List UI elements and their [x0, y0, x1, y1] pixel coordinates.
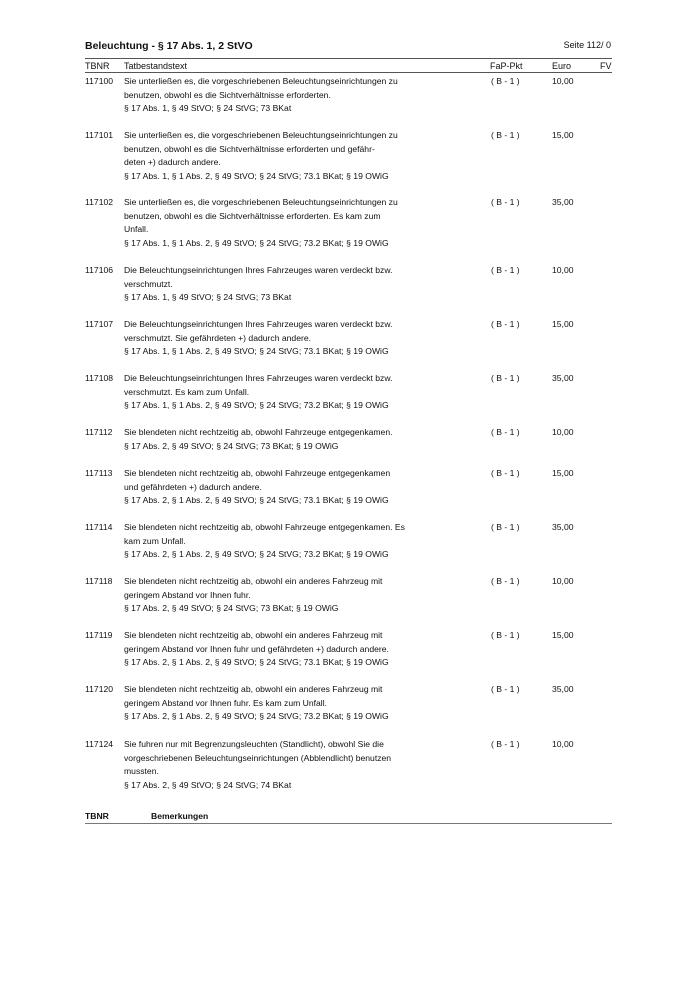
entry-fap-points: ( B - 1 ) — [491, 373, 520, 383]
entry-fap-points: ( B - 1 ) — [491, 739, 520, 749]
entry-fap-points: ( B - 1 ) — [491, 468, 520, 478]
entry-euro-amount: 15,00 — [552, 130, 574, 140]
entry-fap-points: ( B - 1 ) — [491, 197, 520, 207]
entry-legal-reference: § 17 Abs. 1, § 49 StVO; § 24 StVG; 73 BKat — [124, 103, 292, 114]
entry-legal-reference: § 17 Abs. 2, § 49 StVO; § 24 StVG; 73 BKat; § 19 OWiG — [124, 440, 339, 451]
entry-description — [124, 426, 434, 453]
entry-number: 117106 — [85, 265, 114, 275]
entry-text-line: mussten. — [124, 766, 159, 777]
entry-euro-amount: 10,00 — [552, 76, 574, 86]
entry-number: 117102 — [85, 197, 114, 207]
entry-euro-amount: 10,00 — [552, 427, 574, 437]
entry-number: 117101 — [85, 130, 114, 140]
entry-number: 117107 — [85, 319, 114, 329]
entry-legal-reference: § 17 Abs. 2, § 1 Abs. 2, § 49 StVO; § 24 StVG; 73.2 BKat; § 19 OWiG — [124, 711, 389, 722]
entry-text-line: benutzen, obwohl es die Sichtverhältnisse erforderten. — [124, 89, 331, 100]
entry-description — [124, 575, 434, 616]
column-header-euro: Euro — [552, 61, 572, 71]
entry-text-line: Sie unterließen es, die vorgeschriebenen Beleuchtungseinrichtungen zu — [124, 76, 398, 86]
entry-description — [124, 683, 434, 724]
entry-euro-amount: 35,00 — [552, 522, 574, 532]
entry-fap-points: ( B - 1 ) — [491, 265, 520, 275]
entry-number: 117114 — [85, 522, 113, 532]
entry-text-line: benutzen, obwohl es die Sichtverhältnisse erforderten und gefähr- — [124, 143, 375, 154]
entry-euro-amount: 35,00 — [552, 373, 574, 383]
entry-text-line: benutzen, obwohl es die Sichtverhältnisse erforderten. Es kam zum — [124, 210, 381, 221]
entry-euro-amount: 15,00 — [552, 630, 574, 640]
entry-text-line: Die Beleuchtungseinrichtungen Ihres Fahrzeuges waren verdeckt bzw. — [124, 373, 393, 383]
entry-fap-points: ( B - 1 ) — [491, 427, 520, 437]
entry-legal-reference: § 17 Abs. 2, § 1 Abs. 2, § 49 StVO; § 24 StVG; 73.1 BKat; § 19 OWiG — [124, 495, 389, 506]
entry-legal-reference: § 17 Abs. 1, § 49 StVO; § 24 StVG; 73 BKat — [124, 292, 292, 303]
entry-text-line: Sie blendeten nicht rechtzeitig ab, obwohl ein anderes Fahrzeug mit — [124, 630, 383, 640]
entry-text-line: kam zum Unfall. — [124, 535, 186, 546]
entry-legal-reference: § 17 Abs. 2, § 49 StVO; § 24 StVG; 74 BKat — [124, 779, 292, 790]
entry-text-line: Die Beleuchtungseinrichtungen Ihres Fahrzeuges waren verdeckt bzw. — [124, 265, 393, 275]
entry-text-line: verschmutzt. Sie gefährdeten +) dadurch andere. — [124, 332, 312, 343]
entry-description — [124, 467, 434, 508]
column-header-tbnr: TBNR — [85, 61, 110, 71]
entry-number: 117112 — [85, 427, 113, 437]
entry-text-line: Die Beleuchtungseinrichtungen Ihres Fahrzeuges waren verdeckt bzw. — [124, 319, 393, 329]
entry-description — [124, 372, 434, 413]
entry-description — [124, 521, 434, 562]
entry-text-line: geringem Abstand vor Ihnen fuhr. Es kam zum Unfall. — [124, 697, 328, 708]
entry-number: 117124 — [85, 739, 114, 749]
entry-number: 117100 — [85, 76, 114, 86]
entry-number: 117108 — [85, 373, 114, 383]
entry-legal-reference: § 17 Abs. 2, § 1 Abs. 2, § 49 StVO; § 24 StVG; 73.2 BKat; § 19 OWiG — [124, 549, 389, 560]
entry-legal-reference: § 17 Abs. 1, § 1 Abs. 2, § 49 StVO; § 24 StVG; 73.1 BKat; § 19 OWiG — [124, 170, 389, 181]
entry-fap-points: ( B - 1 ) — [491, 576, 520, 586]
entry-text-line: verschmutzt. Es kam zum Unfall. — [124, 386, 250, 397]
entry-euro-amount: 15,00 — [552, 468, 574, 478]
entry-text-line: Unfall. — [124, 224, 149, 235]
entry-text-line: Sie blendeten nicht rechtzeitig ab, obwohl Fahrzeuge entgegenkamen. — [124, 427, 393, 437]
table-header — [85, 58, 612, 73]
entry-legal-reference: § 17 Abs. 2, § 49 StVO; § 24 StVG; 73 BKat; § 19 OWiG — [124, 603, 339, 614]
entry-legal-reference: § 17 Abs. 1, § 1 Abs. 2, § 49 StVO; § 24 StVG; 73.2 BKat; § 19 OWiG — [124, 400, 389, 411]
entry-text-line: Sie blendeten nicht rechtzeitig ab, obwohl ein anderes Fahrzeug mit — [124, 576, 383, 586]
entry-fap-points: ( B - 1 ) — [491, 76, 520, 86]
entry-fap-points: ( B - 1 ) — [491, 630, 520, 640]
entry-text-line: und gefährdeten +) dadurch andere. — [124, 481, 262, 492]
entry-text-line: Sie blendeten nicht rechtzeitig ab, obwohl Fahrzeuge entgegenkamen. Es — [124, 522, 405, 532]
page-number: Seite 112/ 0 — [563, 40, 611, 50]
column-header-fap: FaP-Pkt — [490, 61, 523, 71]
document-title: Beleuchtung - § 17 Abs. 1, 2 StVO — [85, 40, 253, 52]
entry-text-line: verschmutzt. — [124, 278, 173, 289]
entry-euro-amount: 35,00 — [552, 197, 574, 207]
entry-fap-points: ( B - 1 ) — [491, 319, 520, 329]
entry-euro-amount: 10,00 — [552, 576, 574, 586]
entry-text-line: deten +) dadurch andere. — [124, 157, 221, 168]
entry-text-line: geringem Abstand vor Ihnen fuhr und gefährdeten +) dadurch andere. — [124, 643, 389, 654]
entry-text-line: vorgeschriebenen Beleuchtungseinrichtungen (Abblendlicht) benutzen — [124, 752, 392, 763]
entry-legal-reference: § 17 Abs. 1, § 1 Abs. 2, § 49 StVO; § 24 StVG; 73.1 BKat; § 19 OWiG — [124, 346, 389, 357]
entry-euro-amount: 10,00 — [552, 739, 574, 749]
entry-text-line: Sie fuhren nur mit Begrenzungsleuchten (Standlicht), obwohl Sie die — [124, 739, 384, 749]
entry-euro-amount: 10,00 — [552, 265, 574, 275]
entry-text-line: geringem Abstand vor Ihnen fuhr. — [124, 589, 251, 600]
entry-euro-amount: 15,00 — [552, 319, 574, 329]
entry-text-line: Sie unterließen es, die vorgeschriebenen Beleuchtungseinrichtungen zu — [124, 197, 398, 207]
entry-number: 117119 — [85, 630, 113, 640]
entry-fap-points: ( B - 1 ) — [491, 684, 520, 694]
entry-legal-reference: § 17 Abs. 2, § 1 Abs. 2, § 49 StVO; § 24 StVG; 73.1 BKat; § 19 OWiG — [124, 657, 389, 668]
entry-text-line: Sie blendeten nicht rechtzeitig ab, obwohl Fahrzeuge entgegenkamen — [124, 468, 391, 478]
entry-description — [124, 129, 434, 183]
entry-number: 117118 — [85, 576, 113, 586]
entry-euro-amount: 35,00 — [552, 684, 574, 694]
entry-description — [124, 738, 434, 792]
column-header-text: Tatbestandstext — [124, 61, 188, 71]
entry-description — [124, 629, 434, 670]
entry-description — [124, 264, 434, 305]
column-header-fv: FV — [600, 61, 612, 71]
entry-description — [124, 196, 434, 250]
entry-number: 117120 — [85, 684, 114, 694]
remarks-header — [85, 810, 612, 824]
entry-legal-reference: § 17 Abs. 1, § 1 Abs. 2, § 49 StVO; § 24 StVG; 73.2 BKat; § 19 OWiG — [124, 237, 389, 248]
entry-description — [124, 75, 434, 116]
entry-text-line: Sie blendeten nicht rechtzeitig ab, obwohl ein anderes Fahrzeug mit — [124, 684, 383, 694]
entry-fap-points: ( B - 1 ) — [491, 522, 520, 532]
entry-number: 117113 — [85, 468, 113, 478]
remarks-label: Bemerkungen — [151, 811, 209, 821]
remarks-tbnr-label: TBNR — [85, 811, 109, 821]
entry-fap-points: ( B - 1 ) — [491, 130, 520, 140]
entry-description — [124, 318, 434, 359]
entry-text-line: Sie unterließen es, die vorgeschriebenen Beleuchtungseinrichtungen zu — [124, 130, 398, 140]
